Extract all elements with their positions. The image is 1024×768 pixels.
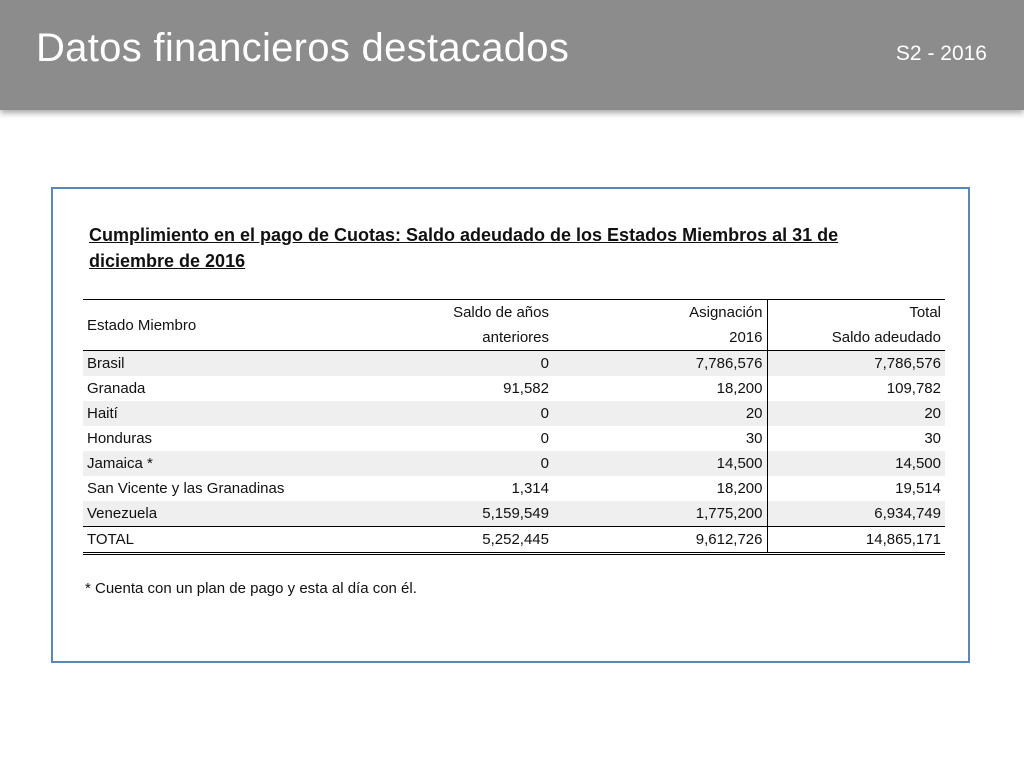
header-prior-line1: Saldo de años xyxy=(303,300,553,326)
cell-total: 109,782 xyxy=(886,380,941,397)
header-assign-line2: 2016 xyxy=(553,325,767,351)
cell-assign: 7,786,576 xyxy=(553,351,767,377)
table-row xyxy=(83,376,945,401)
table-row xyxy=(83,451,945,476)
cell-state: Jamaica * xyxy=(83,451,303,476)
total-assign: 9,612,726 xyxy=(553,527,767,554)
cell-state: Honduras xyxy=(87,430,153,447)
cell-assign: 14,500 xyxy=(553,451,767,476)
cell-prior: 5,159,549 xyxy=(303,501,553,527)
header-assign-line1: Asignación xyxy=(553,300,767,326)
cell-prior: 91,582 xyxy=(503,380,549,397)
cell-total: 6,934,749 xyxy=(767,501,945,527)
cell-assign: 20 xyxy=(553,401,767,426)
header-total-line2: Saldo adeudado xyxy=(767,325,945,351)
cell-state: Haití xyxy=(83,401,303,426)
table-row xyxy=(83,401,945,426)
header-state: Estado Miembro xyxy=(83,300,303,351)
total-label: TOTAL xyxy=(83,527,303,554)
cell-total: 20 xyxy=(767,401,945,426)
cell-prior: 1,314 xyxy=(511,480,549,497)
cell-prior: 0 xyxy=(303,401,553,426)
cell-prior: 0 xyxy=(303,451,553,476)
cell-prior: 0 xyxy=(303,351,553,377)
footnote: * Cuenta con un plan de pago y esta al día con él. xyxy=(85,580,417,597)
cell-prior: 0 xyxy=(540,430,549,447)
table-row xyxy=(83,501,945,527)
cell-state: San Vicente y las Granadinas xyxy=(87,480,285,497)
cell-total: 19,514 xyxy=(895,480,941,497)
cell-assign: 18,200 xyxy=(553,476,767,501)
table-row xyxy=(83,426,945,451)
table-row xyxy=(83,476,945,501)
header-prior-line2: anteriores xyxy=(303,325,553,351)
dues-table xyxy=(83,299,945,555)
table-row xyxy=(83,351,945,377)
total-total: 14,865,171 xyxy=(767,527,945,554)
content-panel xyxy=(51,187,970,663)
cell-state: Brasil xyxy=(83,351,303,377)
cell-total: 7,786,576 xyxy=(767,351,945,377)
cell-state: Granada xyxy=(87,380,146,397)
header-total-line1: Total xyxy=(767,300,945,326)
slide-header xyxy=(0,0,1024,110)
cell-total: 30 xyxy=(924,430,941,447)
cell-assign: 18,200 xyxy=(553,376,767,401)
cell-state: Venezuela xyxy=(83,501,303,527)
total-prior: 5,252,445 xyxy=(303,527,553,554)
period-label: S2 - 2016 xyxy=(895,42,987,65)
cell-assign: 1,775,200 xyxy=(553,501,767,527)
cell-assign: 30 xyxy=(553,426,767,451)
table-title: Cumplimiento en el pago de Cuotas: Saldo adeudado de los Estados Miembros al 31 de diciembre de 2016 xyxy=(89,225,839,271)
cell-total: 14,500 xyxy=(767,451,945,476)
totals-row xyxy=(83,527,945,554)
slide-title: Datos financieros destacados xyxy=(36,26,570,70)
